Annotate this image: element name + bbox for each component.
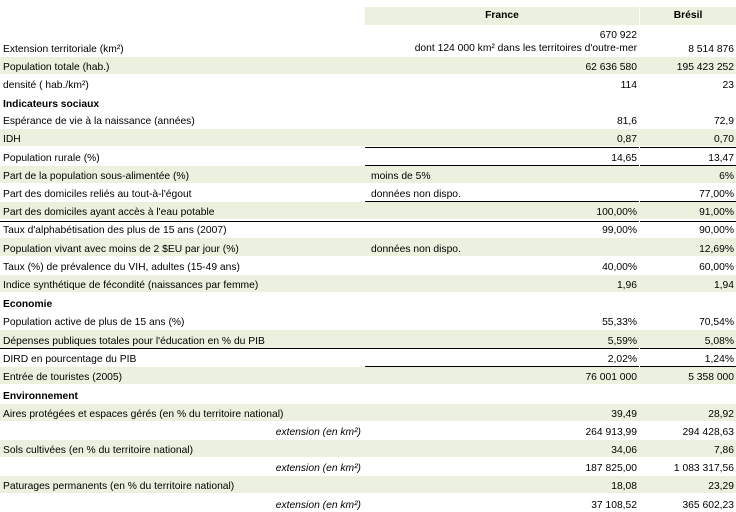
row-label: Part des domiciles reliés au tout-à-l'égout	[3, 188, 192, 200]
section-heading-economie: Economie	[3, 299, 53, 310]
row-label: Indice synthétique de fécondité (naissances par femme)	[3, 279, 259, 291]
cell-bresil: 72,9	[713, 116, 734, 128]
cell-bresil: 1 083 317,56	[673, 463, 734, 475]
table-row	[0, 476, 736, 493]
table-row	[0, 257, 736, 274]
row-label: Population active de plus de 15 ans (%)	[3, 317, 185, 329]
cell-bresil: 6%	[719, 170, 734, 182]
cell-france: 55,33%	[602, 317, 637, 329]
row-label: Population vivant avec moins de 2 $EU par jour (%)	[3, 243, 239, 255]
section-heading-social: Indicateurs sociaux	[3, 99, 100, 110]
cell-bresil: 365 602,23	[682, 499, 734, 511]
cell-france: 100,00%	[596, 207, 637, 219]
cell-france: données non dispo.	[371, 243, 461, 255]
row-label: extension (en km²)	[275, 463, 361, 475]
row-label: Population totale (hab.)	[3, 62, 110, 73]
row-label: Sols cultivées (en % du territoire national)	[3, 445, 194, 457]
table-row	[0, 349, 736, 366]
cell-france: 40,00%	[602, 261, 637, 273]
cell-france: 5,59%	[607, 335, 637, 347]
row-label: Dépenses publiques totales pour l'éducation en % du PIB	[3, 335, 265, 347]
table-row	[0, 184, 736, 201]
cell-france: 0,87	[616, 134, 637, 146]
cell-bresil: 12,69%	[699, 243, 734, 255]
table-row	[0, 75, 736, 92]
cell-france: 99,00%	[602, 225, 637, 237]
cell-france: 264 913,99	[585, 427, 637, 439]
cell-bresil: 70,54%	[699, 317, 734, 329]
table-row	[0, 202, 736, 219]
table-row	[0, 111, 736, 128]
table-row	[0, 495, 736, 512]
row-label: extension (en km²)	[275, 499, 361, 511]
extension-france	[365, 26, 639, 56]
cell-france: 114	[620, 80, 637, 91]
header-france: France	[365, 7, 639, 25]
table-row	[0, 129, 736, 146]
row-label: densité ( hab./km²)	[3, 80, 89, 91]
cell-bresil: 77,00%	[699, 188, 734, 200]
table-row	[0, 147, 736, 164]
cell-bresil: 5,08%	[704, 335, 734, 347]
table-row	[0, 57, 736, 74]
table-row	[0, 404, 736, 421]
cell-france: 2,02%	[607, 353, 637, 365]
row-label: Espérance de vie à la naissance (années)	[3, 116, 195, 128]
row-label: IDH	[3, 134, 21, 146]
cell-bresil: 0,70	[713, 134, 734, 146]
row-label: Part des domiciles ayant accès à l'eau potable	[3, 207, 215, 219]
row-label: Aires protégées et espaces gérés (en % du territoire national)	[3, 409, 284, 421]
table-row	[0, 458, 736, 475]
cell-bresil: 7,86	[713, 445, 734, 457]
table-row	[0, 422, 736, 439]
row-label: extension (en km²)	[275, 427, 361, 439]
cell-france: données non dispo.	[371, 188, 461, 200]
row-label: Entrée de touristes (2005)	[3, 372, 123, 384]
table-row	[0, 312, 736, 329]
extension-france-note: dont 124 000 km² dans les territoires d'outre-mer	[414, 43, 637, 54]
table-row	[0, 367, 736, 384]
row-label: Taux d'alphabétisation des plus de 15 ans (2007)	[3, 225, 227, 237]
row-label: Paturages permanents (en % du territoire national)	[3, 481, 235, 493]
table-row	[0, 238, 736, 255]
cell-bresil: 1,94	[713, 279, 734, 291]
cell-bresil: 28,92	[708, 409, 734, 421]
cell-bresil: 13,47	[708, 152, 734, 164]
table-row	[0, 330, 736, 347]
row-label: Part de la population sous-alimentée (%)	[3, 170, 190, 182]
row-extension	[0, 26, 736, 56]
cell-bresil: 60,00%	[699, 261, 734, 273]
cell-france: 76 001 000	[585, 372, 637, 384]
cell-france: 18,08	[611, 481, 637, 493]
header-bresil: Brésil	[640, 7, 736, 25]
table-row	[0, 440, 736, 457]
extension-bresil: 8 514 876	[688, 44, 734, 55]
extension-france-value: 670 922	[599, 30, 637, 41]
cell-france: 14,65	[611, 152, 637, 164]
cell-france: moins de 5%	[371, 170, 431, 182]
row-label: DIRD en pourcentage du PIB	[3, 353, 137, 365]
cell-bresil: 90,00%	[699, 225, 734, 237]
section-social-row	[0, 93, 736, 111]
cell-bresil: 91,00%	[699, 207, 734, 219]
cell-france: 1,96	[616, 279, 637, 291]
cell-bresil: 5 358 000	[688, 372, 734, 384]
table-row	[0, 275, 736, 292]
cell-france: 62 636 580	[585, 62, 637, 73]
cell-bresil: 1,24%	[704, 353, 734, 365]
cell-bresil: 294 428,63	[682, 427, 734, 439]
section-eco-row	[0, 293, 736, 311]
row-label: Extension territoriale (km²)	[3, 44, 124, 55]
row-label: Taux (%) de prévalence du VIH, adultes (15-49 ans)	[3, 261, 240, 273]
cell-bresil: 23	[722, 80, 734, 91]
table-row	[0, 220, 736, 237]
section-heading-environnement: Environnement	[3, 391, 78, 402]
cell-bresil: 23,29	[708, 481, 734, 493]
section-env-row	[0, 385, 736, 403]
table-row	[0, 166, 736, 183]
cell-france: 81,6	[616, 116, 637, 128]
cell-france: 37 108,52	[591, 499, 637, 511]
cell-france: 39,49	[611, 409, 637, 421]
cell-france: 34,06	[611, 445, 637, 457]
row-label: Population rurale (%)	[3, 152, 100, 164]
cell-bresil: 195 423 252	[676, 62, 734, 73]
header-row	[0, 7, 736, 25]
cell-france: 187 825,00	[585, 463, 637, 475]
